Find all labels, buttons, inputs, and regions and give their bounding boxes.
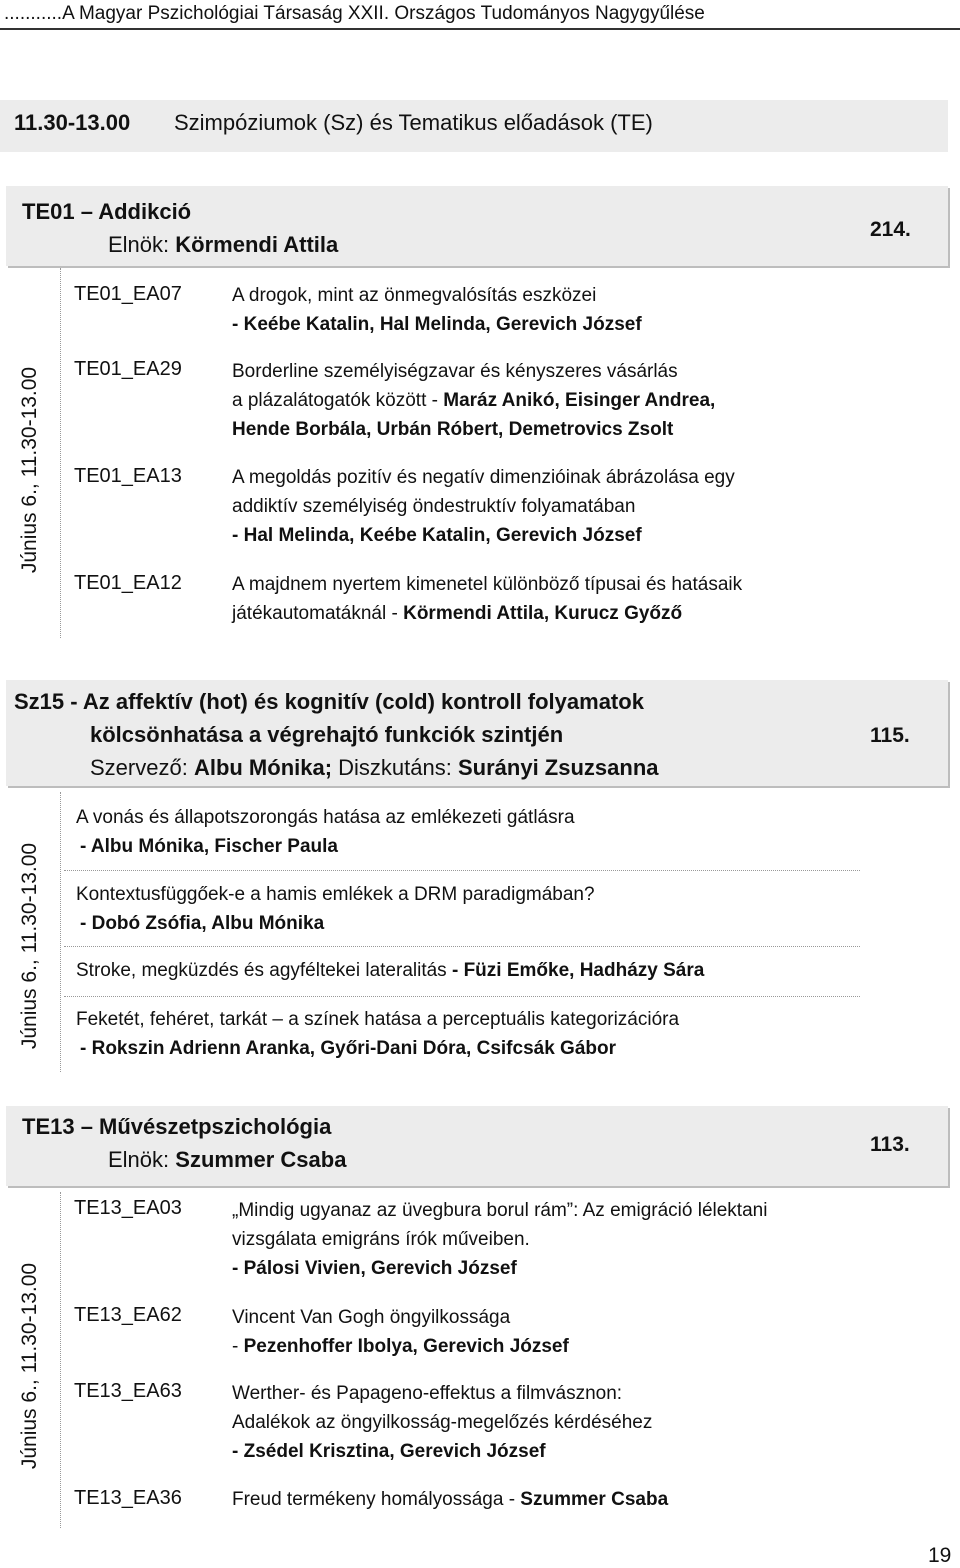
- talk-line: [232, 386, 715, 415]
- te13-talk-3: [232, 1379, 652, 1466]
- te13-talk-2: [232, 1303, 569, 1361]
- te13-chair: [108, 1147, 346, 1173]
- talk-title-cont: játékautomatáknál -: [232, 603, 404, 624]
- talk-authors: - Dobó Zsófia, Albu Mónika: [80, 913, 325, 934]
- talk-authors: - Hal Melinda, Keébe Katalin, Gerevich József: [232, 525, 642, 546]
- talk-title-cont: addiktív személyiség öndestruktív folyamatában: [232, 496, 636, 517]
- te01-chair-name: Körmendi Attila: [175, 232, 339, 257]
- talk-title: Borderline személyiségzavar és kényszeres vásárlás: [232, 361, 678, 382]
- te01-talk-id: TE01_EA07: [74, 283, 182, 305]
- talk-title: Feketét, fehéret, tarkát – a színek hatása a perceptuális kategorizációra: [76, 1009, 680, 1030]
- talk-title: A vonás és állapotszorongás hatása az emlékezeti gátlásra: [76, 807, 575, 828]
- te01-talk-1: [232, 281, 642, 339]
- talk-title: A majdnem nyertem kimenetel különböző típusai és hatásaik: [232, 574, 743, 595]
- slot-label: Szimpóziumok (Sz) és Tematikus előadások (TE): [174, 110, 653, 135]
- talk-authors: - Pálosi Vivien, Gerevich József: [232, 1258, 517, 1279]
- talk-authors: Pezenhoffer Ibolya, Gerevich József: [243, 1336, 569, 1357]
- talk-title: Freud termékeny homályossága -: [232, 1489, 521, 1510]
- talk-authors-cont: Hende Borbála, Urbán Róbert, Demetrovics Zsolt: [232, 419, 674, 440]
- sz15-talk-2: [76, 880, 595, 938]
- page-number: 19: [928, 1544, 952, 1567]
- organizer-name: Albu Mónika;: [193, 755, 333, 780]
- talk-authors: Szummer Csaba: [520, 1489, 669, 1510]
- talk-title: A drogok, mint az önmegvalósítás eszközei: [232, 285, 597, 306]
- organizer-label: Szervező:: [90, 755, 194, 780]
- talk-authors: Körmendi Attila, Kurucz Győző: [403, 603, 683, 624]
- te13-talk-id: TE13_EA62: [74, 1304, 182, 1326]
- talk-authors: - Keébe Katalin, Hal Melinda, Gerevich József: [232, 314, 642, 335]
- talk-line: [232, 1332, 569, 1361]
- te13-date-divider: [60, 1192, 61, 1528]
- te13-date: Június 6., 11.30-13.00: [18, 1262, 41, 1470]
- te01-date-divider: [60, 268, 61, 638]
- talk-line: [232, 1485, 668, 1514]
- talk-authors: - Füzi Emőke, Hadházy Sára: [451, 960, 705, 981]
- te01-talk-id: TE01_EA13: [74, 465, 182, 487]
- te13-chair-name: Szummer Csaba: [175, 1147, 347, 1172]
- talk-title-cont: vizsgálata emigráns írók műveiben.: [232, 1229, 530, 1250]
- te13-talk-id: TE13_EA63: [74, 1380, 182, 1402]
- talk-authors: - Albu Mónika, Fischer Paula: [80, 836, 338, 857]
- sz15-talk-3: [76, 956, 704, 985]
- talk-title-cont: Adalékok az öngyilkosság-megelőzés kérdéséhez: [232, 1412, 653, 1433]
- sz15-room: 115.: [870, 724, 910, 747]
- te01-talk-2: [232, 357, 715, 444]
- te13-room: 113.: [870, 1133, 910, 1156]
- talk-dash: -: [232, 1336, 244, 1357]
- sz15-title-line1: Sz15 - Az affektív (hot) és kognitív (cold) kontroll folyamatok: [14, 689, 644, 714]
- sz15-date-divider: [60, 792, 61, 1072]
- te01-title: TE01 – Addikció: [22, 199, 192, 224]
- te01-date: Június 6., 11.30-13.00: [18, 366, 41, 574]
- te13-title: TE13 – Művészetpszichológia: [22, 1114, 332, 1139]
- talk-authors: Maráz Anikó, Eisinger Andrea,: [443, 390, 716, 411]
- talk-title: „Mindig ugyanaz az üvegbura borul rám”: Az emigráció lélektani: [232, 1200, 768, 1221]
- talk-title: Stroke, megküzdés és agyféltekei lateralitás: [76, 960, 452, 981]
- talk-line: [232, 599, 742, 628]
- te01-room: 214.: [870, 218, 911, 241]
- sz15-organizers: [90, 755, 659, 781]
- sz15-talk-4: [76, 1005, 679, 1063]
- te13-talk-1: [232, 1196, 767, 1283]
- te01-talk-id: TE01_EA12: [74, 572, 182, 594]
- discussant-label: Diszkutáns:: [332, 755, 458, 780]
- talk-authors: - Zsédel Krisztina, Gerevich József: [232, 1441, 546, 1462]
- talk-title: Vincent Van Gogh öngyilkossága: [232, 1307, 511, 1328]
- running-header: ...........A Magyar Pszichológiai Társaság XXII. Országos Tudományos Nagygyűlése: [0, 0, 960, 30]
- row-divider: [64, 946, 860, 947]
- sz15-date: Június 6., 11.30-13.00: [18, 842, 41, 1050]
- te13-talk-id: TE13_EA03: [74, 1197, 182, 1219]
- te01-talk-4: [232, 570, 742, 628]
- talk-title: Werther- és Papageno-effektus a filmvásznon:: [232, 1383, 623, 1404]
- talk-title-cont: a plázalátogatók között -: [232, 390, 444, 411]
- te13-chair-label: Elnök:: [108, 1147, 176, 1172]
- te01-talk-id: TE01_EA29: [74, 358, 182, 380]
- te13-talk-4: [232, 1485, 668, 1514]
- te13-talk-id: TE13_EA36: [74, 1487, 182, 1509]
- talk-authors: - Rokszin Adrienn Aranka, Győri-Dani Dóra, Csifcsák Gábor: [80, 1038, 616, 1059]
- te01-chair-label: Elnök:: [108, 232, 176, 257]
- talk-title: Kontextusfüggőek-e a hamis emlékek a DRM paradigmában?: [76, 884, 595, 905]
- te01-chair: [108, 232, 338, 258]
- row-divider: [64, 996, 860, 997]
- talk-title: A megoldás pozitív és negatív dimenzióinak ábrázolása egy: [232, 467, 735, 488]
- sz15-title-line2: kölcsönhatása a végrehajtó funkciók szintjén: [90, 722, 564, 747]
- row-divider: [64, 870, 860, 871]
- slot-time: 11.30-13.00: [14, 110, 131, 135]
- talk-line: [76, 956, 704, 985]
- sz15-talk-1: [76, 803, 575, 861]
- discussant-name: Surányi Zsuzsanna: [457, 755, 659, 780]
- te01-talk-3: [232, 463, 735, 550]
